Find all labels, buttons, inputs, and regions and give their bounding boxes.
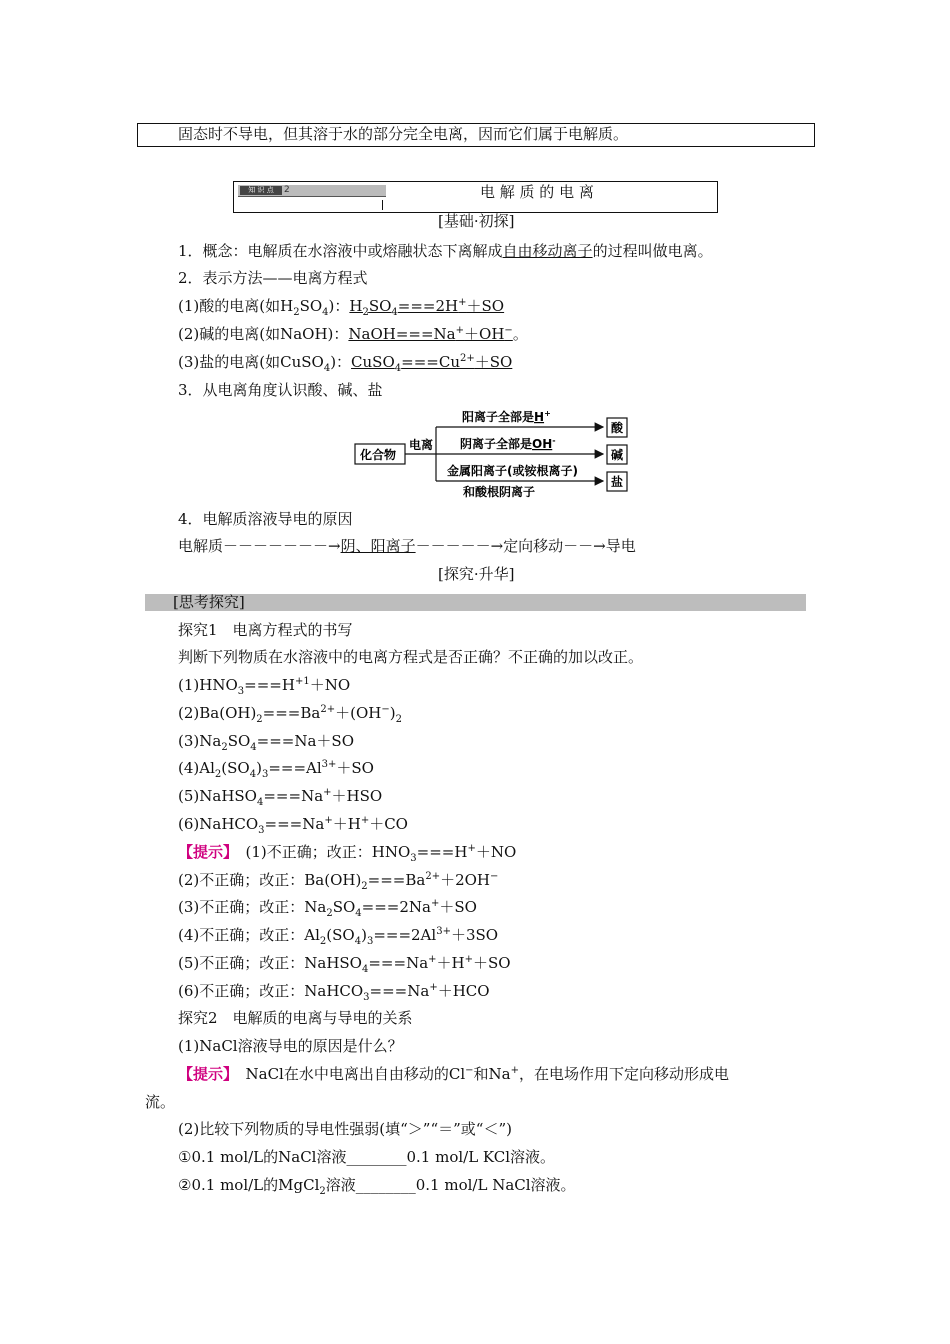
base-label: 碱	[611, 448, 624, 462]
badge-label: 知 识 点	[240, 186, 282, 195]
tip-label-2: 【提示】	[178, 1065, 231, 1083]
acid-line: (1)酸的电离(如$H_2SO_4$)：$H_2SO_4===2H^++SO$	[178, 297, 505, 318]
answer-6: (6)不正确；改正：NaHCO$_3$===Na+＋HCO	[178, 982, 490, 1003]
question-4: $(4)Al_2(SO_4)_3===Al^{3+}+SO$	[178, 759, 374, 780]
section-title: 电 解 质 的 电 离	[480, 183, 594, 201]
explore1-question: 判断下列物质在水溶液中的电离方程式是否正确？不正确的加以改正。	[178, 648, 644, 666]
acid-label: 酸	[611, 421, 624, 435]
ionize-label: 电离	[409, 438, 434, 452]
salt-line: (3)盐的电离(如CuSO$_4$)：$CuSO_4===Cu^{2+}+SO$	[178, 353, 513, 374]
salt-label: 盐	[611, 475, 624, 489]
explore2-tip-cont: 流。	[145, 1093, 176, 1111]
question-5: (5)NaHSO$_4$===Na+＋HSO	[178, 787, 383, 808]
continuation-box	[137, 123, 815, 147]
question-3: $(3)Na_2SO_4===Na+SO$	[178, 732, 355, 753]
answer-3: (3)不正确；改正：$Na_2SO_4===2Na^++SO$	[178, 898, 477, 919]
explore2-q1: (1)NaCl溶液导电的原因是什么？	[178, 1037, 403, 1055]
knowledge-point-header	[233, 181, 718, 213]
compare-1: ①0.1 mol/L的NaCl溶液________0.1 mol/L KCl溶液。	[178, 1148, 556, 1166]
badge-divider	[382, 200, 383, 210]
rule-salt-1: 金属阳离子(或铵根离子)	[447, 464, 578, 478]
rule-base: 阴离子全部是OH-	[460, 436, 556, 451]
answer-5: (5)不正确；改正：NaHSO$_4$===Na+＋H+＋SO	[178, 954, 511, 975]
explore2-q2: (2)比较下列物质的导电性强弱(填“＞”“＝”或“＜”)	[178, 1120, 512, 1138]
explore2-tip: 【提示】 NaCl在水中电离出自由移动的Cl−和Na+，在电场作用下定向移动形成电	[178, 1065, 730, 1083]
concept-line: 1．概念：电解质在水溶液中或熔融状态下离解成自由移动离子的过程叫做电离。	[178, 242, 713, 260]
rule-salt-2: 和酸根阴离子	[463, 485, 536, 498]
badge-number: 2	[284, 185, 290, 195]
compare-2: ②0.1 mol/L的MgCl$_2$溶液________0.1 mol/L NaCl溶液。	[178, 1176, 576, 1197]
basic-subtitle: [基础·初探]	[438, 212, 515, 230]
base-line: (2)碱的电离(如NaOH)：NaOH===Na+＋OH−。	[178, 325, 528, 343]
question-1: $(1)HNO_3===H^{+1}+NO$	[178, 676, 351, 697]
compound-label: 化合物	[360, 448, 397, 462]
explore1-title: 探究1 电离方程式的书写	[178, 621, 353, 639]
continuation-text: 固态时不导电，但其溶于水的部分完全电离，因而它们属于电解质。	[178, 125, 629, 143]
think-explore-bar	[145, 594, 806, 611]
recognize-title: 3．从电离角度认识酸、碱、盐	[178, 381, 383, 399]
method-title: 2．表示方法——电离方程式	[178, 269, 368, 287]
rule-acid: 阳离子全部是H+	[462, 409, 551, 424]
answer-1: 【提示】 (1)不正确；改正：$HNO_3===H^++NO$	[178, 843, 517, 864]
acid-base-salt-diagram	[350, 403, 640, 498]
think-label: [思考探究]	[173, 593, 245, 611]
reason-title: 4．电解质溶液导电的原因	[178, 510, 353, 528]
reason-flow: 电解质－－－－－－－→阴、阳离子－－－－－→定向移动－－→导电	[178, 537, 636, 555]
answer-4: (4)不正确；改正：$Al_2(SO_4)_3===2Al^{3+}+3SO$	[178, 926, 499, 947]
knowledge-badge	[238, 185, 386, 197]
explore2-title: 探究2 电解质的电离与导电的关系	[178, 1009, 413, 1027]
tip-label: 【提示】	[178, 843, 231, 861]
question-6: (6)NaHCO$_3$===Na+＋H+＋CO	[178, 815, 408, 836]
explore-subtitle: [探究·升华]	[438, 565, 515, 583]
question-2: $(2)Ba(OH)_2===Ba^{2+}+(OH^-)_2$	[178, 704, 402, 725]
answer-2: (2)不正确；改正：$Ba(OH)_2===Ba^{2+}+2OH^-$	[178, 871, 499, 892]
